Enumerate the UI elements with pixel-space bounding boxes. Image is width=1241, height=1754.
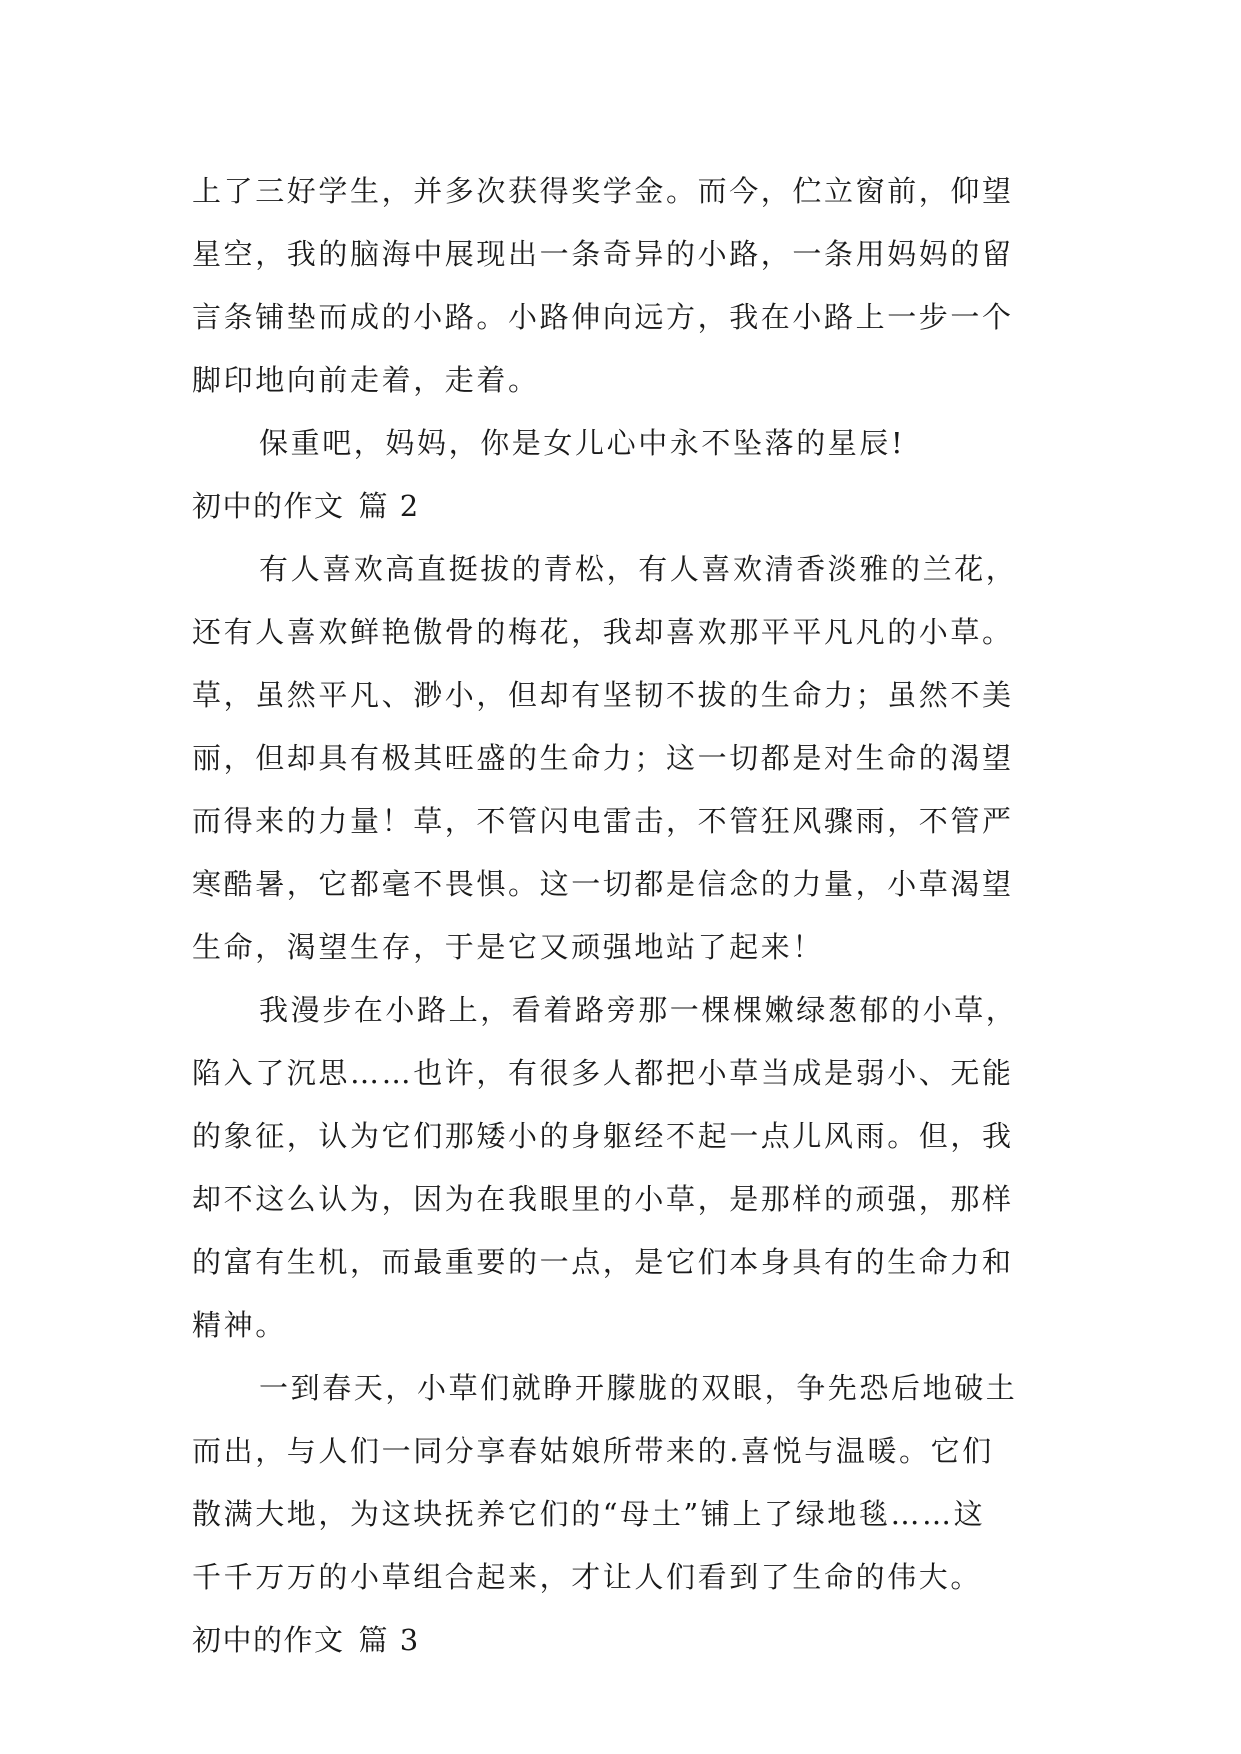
document-page (192, 160, 1052, 1672)
text-line: 上了三好学生，并多次获得奖学金。而今，伫立窗前，仰望 (192, 174, 1014, 208)
text-line: 生命，渴望生存，于是它又顽强地站了起来！ (192, 930, 825, 964)
paragraph-3 (192, 1357, 1052, 1609)
text-line: 脚印地向前走着，走着。 (192, 363, 540, 397)
text-line: 的富有生机，而最重要的一点，是它们本身具有的生命力和 (192, 1245, 1014, 1279)
text-line: 精神。 (192, 1308, 287, 1342)
heading-title: 初中的作文 (192, 489, 345, 523)
text-line: 星空，我的脑海中展现出一条奇异的小路，一条用妈妈的留 (192, 237, 1014, 271)
heading-number: 篇 3 (358, 1623, 420, 1657)
text-line: 千千万万的小草组合起来，才让人们看到了生命的伟大。 (192, 1560, 983, 1594)
text-line: 丽，但却具有极其旺盛的生命力；这一切都是对生命的渴望 (192, 741, 1014, 775)
text-line: 却不这么认为，因为在我眼里的小草，是那样的顽强，那样 (192, 1182, 1014, 1216)
text-line: 有人喜欢高直挺拔的青松，有人喜欢清香淡雅的兰花， (259, 552, 1018, 586)
text-line: 的象征，认为它们那矮小的身躯经不起一点儿风雨。但，我 (192, 1119, 1014, 1153)
section-heading-3 (192, 1609, 1052, 1672)
paragraph-2 (192, 979, 1052, 1357)
text-line: 陷入了沉思……也许，有很多人都把小草当成是弱小、无能 (192, 1056, 1014, 1090)
heading-title: 初中的作文 (192, 1623, 345, 1657)
heading-number: 篇 2 (358, 489, 420, 523)
paragraph-continued (192, 160, 1052, 412)
text-line: 而出，与人们一同分享春姑娘所带来的.喜悦与温暖。它们 (192, 1434, 994, 1468)
section-heading-2 (192, 475, 1052, 538)
text-line: 而得来的力量！草，不管闪电雷击，不管狂风骤雨，不管严 (192, 804, 1014, 838)
paragraph-1 (192, 538, 1052, 979)
closing-paragraph: 保重吧，妈妈，你是女儿心中永不坠落的星辰! (259, 426, 906, 460)
text-line: 草，虽然平凡、渺小，但却有坚韧不拔的生命力；虽然不美 (192, 678, 1014, 712)
text-line: 我漫步在小路上，看着路旁那一棵棵嫩绿葱郁的小草， (259, 993, 1018, 1027)
text-line: 一到春天，小草们就睁开朦胧的双眼，争先恐后地破土 (259, 1371, 1018, 1405)
text-line: 还有人喜欢鲜艳傲骨的梅花，我却喜欢那平平凡凡的小草。 (192, 615, 1014, 649)
text-line: 散满大地，为这块抚养它们的“母土”铺上了绿地毯……这 (192, 1497, 986, 1531)
text-line: 言条铺垫而成的小路。小路伸向远方，我在小路上一步一个 (192, 300, 1014, 334)
text-line: 寒酷暑，它都毫不畏惧。这一切都是信念的力量，小草渴望 (192, 867, 1014, 901)
